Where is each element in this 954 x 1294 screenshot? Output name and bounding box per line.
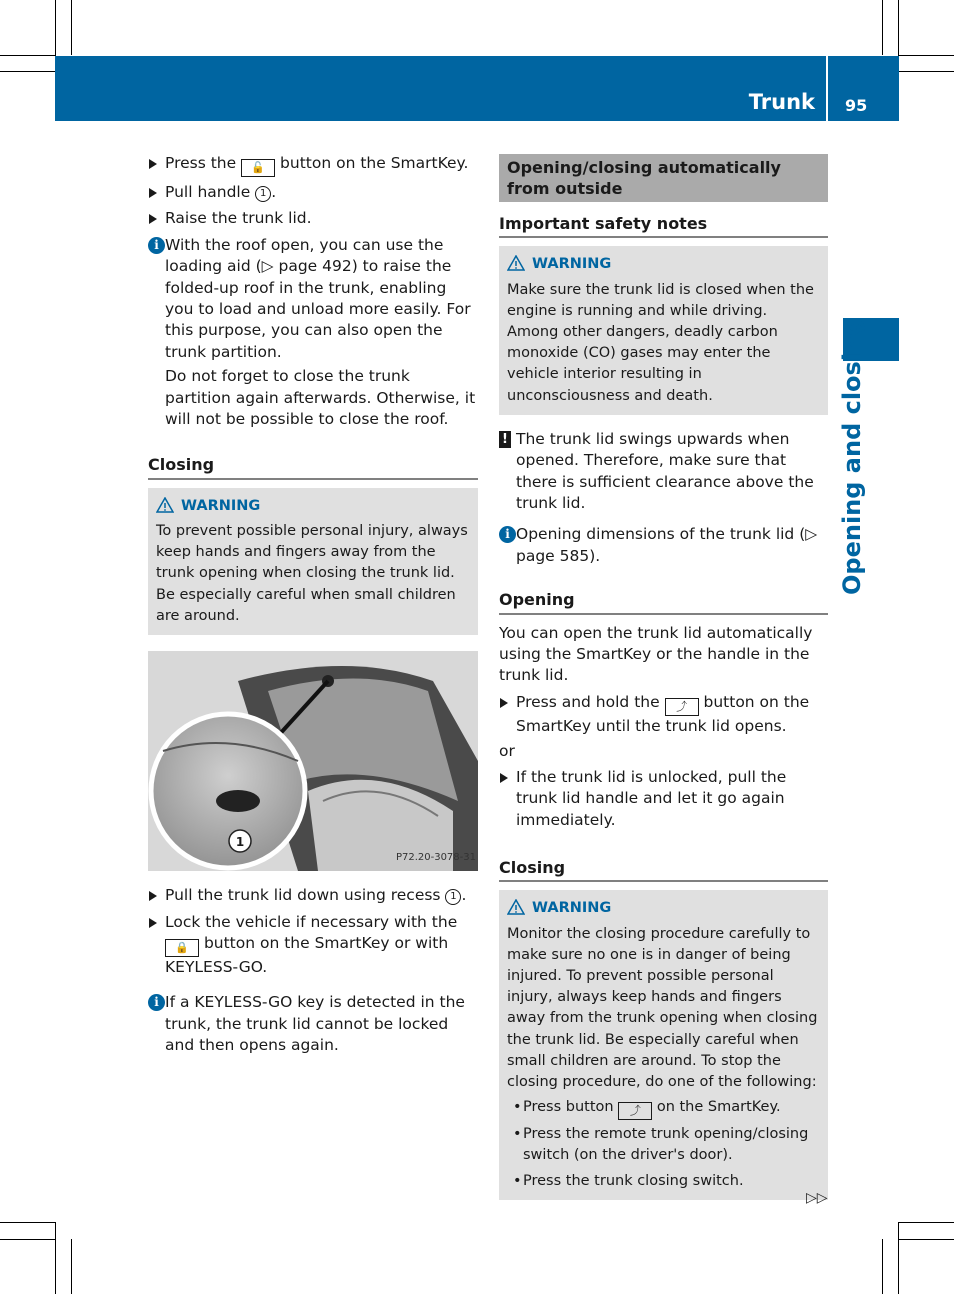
list-item: • Press button ⤴ on the SmartKey. [507,1097,820,1120]
crop-mark [882,0,883,55]
closing-heading: Closing [148,454,478,479]
header-bar [55,56,899,121]
closing-heading: Closing [499,857,828,882]
warning-box [148,488,478,635]
chapter-label: Opening and closing [838,318,866,595]
warning-box [499,246,828,414]
opening-text: You can open the trunk lid automatically using the SmartKey or the handle in the trunk lid. [499,623,813,685]
warning-triangle-icon [507,255,525,271]
crop-mark [898,0,899,56]
crop-mark [55,0,56,56]
figure-label: P72.20-3078-31 [395,851,476,863]
safety-heading: Important safety notes [499,213,828,238]
right-column [499,154,828,1200]
crop-mark [55,1222,56,1294]
step-press-hold: Press and hold the ⤴ button on the SmartKey until the trunk lid opens. [499,692,828,737]
list-item: • Press the trunk closing switch. [507,1171,820,1192]
crop-mark [898,1239,954,1240]
step-press-unlock: Press the 🔓 button on the SmartKey. [148,153,478,177]
crop-mark [0,71,55,72]
exclamation-icon: ! [499,431,511,448]
section-title-box: Opening/closing automatically from outside [499,154,828,202]
step-lock-vehicle: Lock the vehicle if necessary with the 🔒 button on the SmartKey or with KEYLESS-GO. [148,912,478,979]
warning-title: WARNING [507,254,820,275]
crop-mark [0,55,56,56]
warning-triangle-icon [507,899,525,915]
info-icon: i [499,526,516,543]
caution-note: ! The trunk lid swings upwards when opened. Therefore, make sure that there is sufficient clearance above the trunk lid. [499,429,828,515]
info-icon: i [148,994,165,1011]
callout-1-icon: 1 [445,889,461,905]
warning-text: Make sure the trunk lid is closed when the engine is running and while driving. Among other dangers, deadly carbon monoxide (CO) gases may enter the vehicle interior resulting in unconsciousness and death. [507,281,814,404]
info-note: i Opening dimensions of the trunk lid (▷ page 585). [499,524,828,567]
crop-mark [898,55,954,56]
crop-mark [0,1222,55,1223]
left-column [148,153,478,1057]
continue-marker: ▷▷ [806,1190,828,1206]
crop-mark [71,0,72,55]
crop-mark [71,1239,72,1294]
section-title: Trunk [748,90,815,114]
header-divider [826,56,828,121]
step-pull-lid-down: Pull the trunk lid down using recess 1 . [148,885,478,906]
info-note: i With the roof open, you can use the loading aid (▷ page 492) to raise the folded-up roof in the trunk, enabling you to load and unload more easily. For this purpose, you can also open the trunk partition. Do not forget to close the trunk partition again afterwards. Otherwise, it will not be possible to close the roof. [148,235,478,431]
warning-title: WARNING [156,496,470,517]
crop-mark [898,1222,899,1294]
step-pull-handle: Pull handle 1 . [148,182,478,203]
warning-box [499,890,828,1199]
trunk-key-icon: ⤴ [665,698,699,716]
figure-callout-1: 1 [235,835,245,850]
step-raise-lid: Raise the trunk lid. [148,208,478,229]
lock-key-icon: 🔒 [165,939,199,957]
crop-mark [0,1239,56,1240]
trunk-figure [148,651,478,871]
info-icon: i [148,237,165,254]
warning-title: WARNING [507,898,820,919]
step-pull-handle: If the trunk lid is unlocked, pull the trunk lid handle and let it go again immediately. [499,767,828,831]
crop-mark [882,1239,883,1294]
warning-text: To prevent possible personal injury, always keep hands and fingers away from the trunk opening when closing the trunk lid. Be especially careful when small children are around. [156,523,468,624]
warning-text: Monitor the closing procedure carefully to make sure no one is in danger of being injured. To prevent possible personal injury, always keep hands and fingers away from the trunk opening when closing the trunk lid. Be especially careful when small children are around. To stop the closing procedure, do one of the following: [507,925,818,1090]
trunk-illustration [148,651,478,871]
crop-mark [899,1222,954,1223]
info-note-keyless: i If a KEYLESS-GO key is detected in the trunk, the trunk lid cannot be locked and then opens again. [148,992,478,1056]
opening-heading: Opening [499,589,828,614]
trunk-key-icon: ⤴ [618,1102,652,1120]
or-text: or [499,742,515,761]
crop-mark [899,71,954,72]
unlock-key-icon: 🔓 [241,159,275,177]
warning-triangle-icon [156,497,174,513]
list-item: • Press the remote trunk opening/closing switch (on the driver's door). [507,1124,820,1166]
callout-1-icon: 1 [255,186,271,202]
page-number: 95 [845,96,868,115]
